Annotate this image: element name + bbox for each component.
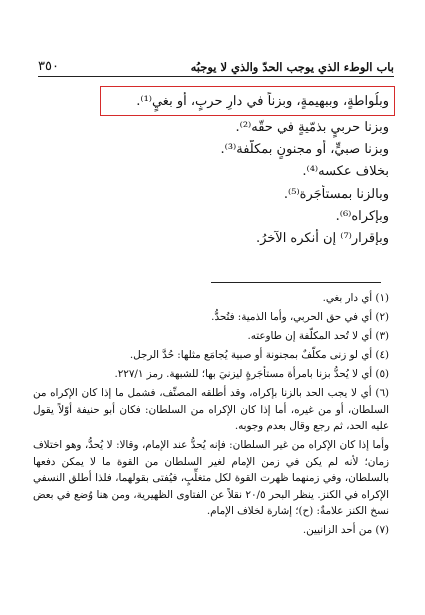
- text-line: وبزنا حربيٍ بذمّيةٍ في حقّه⁽²⁾.: [235, 120, 389, 135]
- footnotes: [33, 290, 389, 541]
- chapter-title: باب الوطء الذي يوجب الحدّ والذي لا يوجبُه: [190, 60, 394, 74]
- footnote: (٥) أي لا يُحدُّ بزنا بامرأة مستأجَرةٍ ليزنيَ بها؛ للشبهة. رمز ٢٢٧/١.: [114, 368, 389, 380]
- text-line: وبإكراه⁽⁶⁾.: [335, 208, 389, 224]
- footnote: (٤) أي لو زنى مكلّفٌ بمجنونة أو صبية يُجامَع مثلها: حُدَّ الرجل.: [129, 349, 389, 361]
- footnote: (١) أي دار بغي.: [322, 292, 389, 304]
- page-header: [38, 56, 394, 77]
- page-number: ٣٥٠: [38, 59, 59, 74]
- footnote-separator: [211, 282, 381, 283]
- footnote-continuation: وأما إذا كان الإكراه من غير السلطان: فإنه يُحدُّ عند الإمام، وقالا: لا يُحدُّ، وهو اختلاف زمان؛ لأنه لم يكن في زمن الإمام لغير السلطان من القوة ما لا يمكن دفعها بالسلطان، وفي زمنهما ظهرت القوة لكل متغلِّبٍ، فيُفتى بقولهما، فلذا أطلق النسفي الإكراه في الكنز. ينظر البحر ٢٠/٥ نقلاً عن الفتاوى الظهيرية، ومن هنا وُضع في بعض نسخ الكنز علامةٌ: (ح)؛ إشارة لخلاف الإمام.: [33, 439, 389, 517]
- text-line: وبإقرار⁽⁷⁾ إن أنكره الآخرُ.: [255, 230, 389, 246]
- text-line: وبالزنا بمستأجَرة⁽⁵⁾.: [283, 186, 389, 202]
- text-line: وبلُواطةٍ، وببهيمةٍ، وبزناً في دارِ حربٍ، أو بغيٍ⁽¹⁾.: [136, 94, 389, 109]
- footnote: (٢) أي في حق الحربي، وأما الذمية: فتُحدُّ.: [211, 311, 389, 323]
- text-line: وبزنا صبيٍّ، أو مجنونٍ بمكلَّفة⁽³⁾.: [220, 142, 389, 158]
- footnote: (٧) من أحد الزانيين.: [302, 524, 389, 536]
- text-line: بخلاف عكسه⁽⁴⁾.: [302, 164, 389, 180]
- footnote: (٣) أي لا تُحد المكلّفة إن طاوعته.: [247, 330, 389, 342]
- main-text: [97, 92, 389, 251]
- footnote: (٦) أي لا يجب الحد بالزنا بإكراه، وقد أطلقه المصنِّف، فشمل ما إذا كان الإكراه من السلطان، أو من غيره، أما إذا كان الإكراه من السلطان: فكان أبو حنيفة أوّلاً يقول عليه الحد، ثم رجع وقال بعدم وجوبه.: [33, 387, 389, 432]
